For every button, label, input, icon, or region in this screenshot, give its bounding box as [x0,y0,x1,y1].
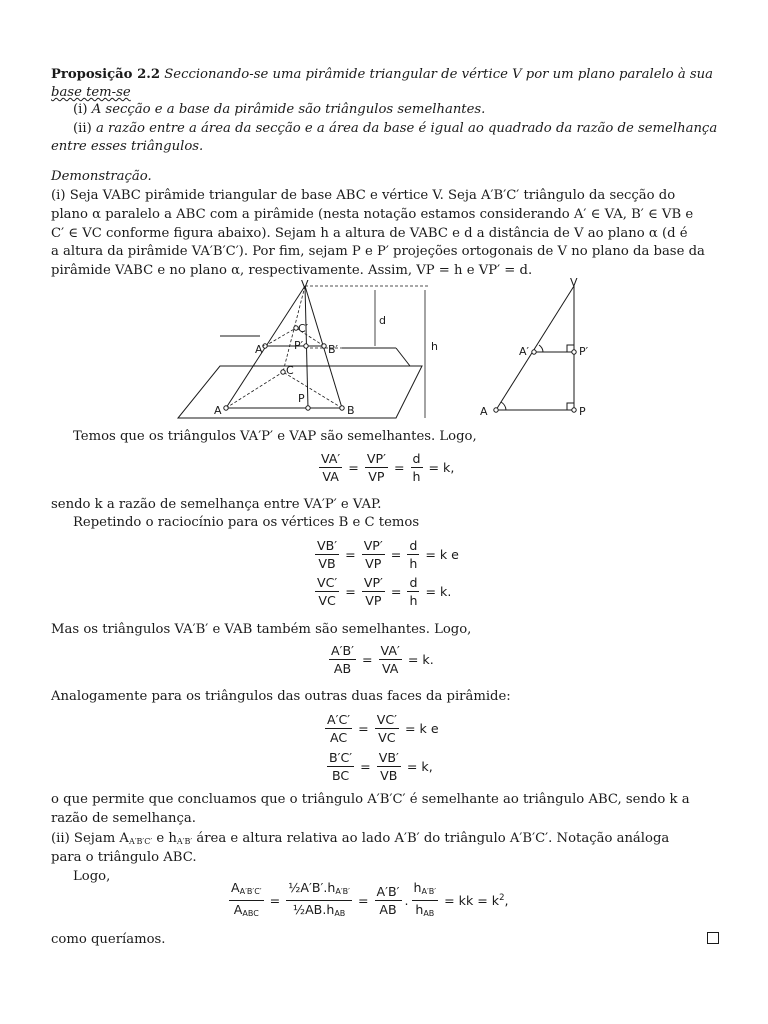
label-Bp: B′ [328,343,339,356]
proposition-statement: Seccionando-se uma pirâmide triangular de vértice V por um plano paralelo à sua [164,67,714,82]
label-h: h [431,340,438,353]
text-t3: Repetindo o raciocínio para os vértices B e C temos [73,515,420,530]
triangle-figure [476,278,596,424]
equation-3: $\frac{VC'}{VC}$ = $\frac{VP'}{VP}$ = $\frac{d}{h}$ = k. [317,575,452,608]
angle-A [501,402,506,410]
demo-line-1: (i) Seja VABC pirâmide triangular de base ABC e vértice V. Seja A′B′C′ triângulo da secção do [51,188,676,203]
tri-label-Ap: A′ [519,345,530,358]
equation-2: $\frac{VB'}{VB}$ = $\frac{VP'}{VP}$ = $\frac{d}{h}$ = k e [317,538,459,571]
label-Ap: A′ [255,343,266,356]
demo-line-4: a altura da pirâmide VA′B′C′). Por fim, sejam P e P′ projeções ortogonais de V no plano da base da [51,244,705,259]
pyramid-figure [170,278,438,424]
tri-label-P: P [579,405,586,418]
text-t1: Temos que os triângulos VA′P′ e VAP são semelhantes. Logo, [73,429,477,444]
text-t2: sendo k a razão de semelhança entre VA′P′ e VAP. [51,497,382,512]
equation-5: $\frac{A'C'}{AC}$ = $\frac{VC'}{VC}$ = k e [327,712,439,745]
item-i: (i) A secção e a base da pirâmide são triângulos semelhantes. [73,102,486,117]
proposition-statement-cont: base tem-se [51,85,131,100]
equation-7: $\frac{AA'B'C'}{\text{AABC}}$ = $\frac{\text{½A′B′.hA′B′}}{\text{½AB.hAB}}$ = $\frac{A'B'}{AB}$ . $\frac{hA'B'}{\text{hAB}}$ = kk = $k^2$, [231,880,509,918]
side-VA [496,286,574,410]
label-V: V [301,278,309,291]
proposition-line [51,66,721,84]
item-ii: (ii) a razão entre a área da secção e a área da base é igual ao quadrado da razão de semelhança [73,121,718,136]
text-t7: razão de semelhança. [51,811,196,826]
label-Pp: P′ [294,339,304,352]
equation-6: $\frac{B'C'}{BC}$ = $\frac{VB'}{VB}$ = k, [329,750,433,783]
text-t8: (ii) Sejam AA′B′C′ e hA′B′ área e altura relativa ao lado A′B′ do triângulo A′B′C′. Notação análoga [51,831,670,846]
item-ii-cont: entre esses triângulos. [51,139,204,154]
edge-ApCp [265,328,296,346]
text-t5: Analogamente para os triângulos das outras duas faces da pirâmide: [51,689,511,704]
demo-heading: Demonstração. [51,169,152,184]
label-C: C [286,364,294,377]
demo-line-5: pirâmide VABC e no plano α, respectivamente. Assim, VP = h e VP′ = d. [51,263,533,278]
edge-AC [226,372,283,408]
tri-label-A: A [480,405,488,418]
text-t9: para o triângulo ABC. [51,850,197,865]
label-Cp: C′ [298,322,309,335]
demo-line-3: C′ ∈ VC conforme figura abaixo). Sejam h a altura de VABC e d a distância de V ao plano α (d é [51,226,688,241]
tri-label-V: V [570,276,578,289]
proposition-title: Proposição 2.2 [51,67,161,82]
text-t11: como queríamos. [51,932,166,947]
equation-4: $\frac{A'B'}{AB}$ = $\frac{VA'}{VA}$ = k. [331,643,434,676]
tri-label-Pp: P′ [579,345,589,358]
label-d: d [379,314,386,327]
qed-box [707,932,719,944]
demo-line-2: plano α paralelo a ABC com a pirâmide (nesta notação estamos considerando A′ ∈ VA, B′ ∈ VB e [51,207,694,222]
alpha-plane-edge [396,348,410,366]
text-t10: Logo, [73,869,111,884]
angle-Ap [539,345,543,352]
label-P: P [298,392,305,405]
equation-1: $\frac{VA'}{VA}$ = $\frac{VP'}{VP}$ = $\frac{d}{h}$ = k, [321,451,455,484]
label-A: A [214,404,222,417]
text-t4: Mas os triângulos VA′B′ e VAB também são semelhantes. Logo, [51,622,472,637]
label-B: B [347,404,355,417]
text-t6: o que permite que concluamos que o triângulo A′B′C′ é semelhante ao triângulo ABC, sendo k a [51,792,690,807]
